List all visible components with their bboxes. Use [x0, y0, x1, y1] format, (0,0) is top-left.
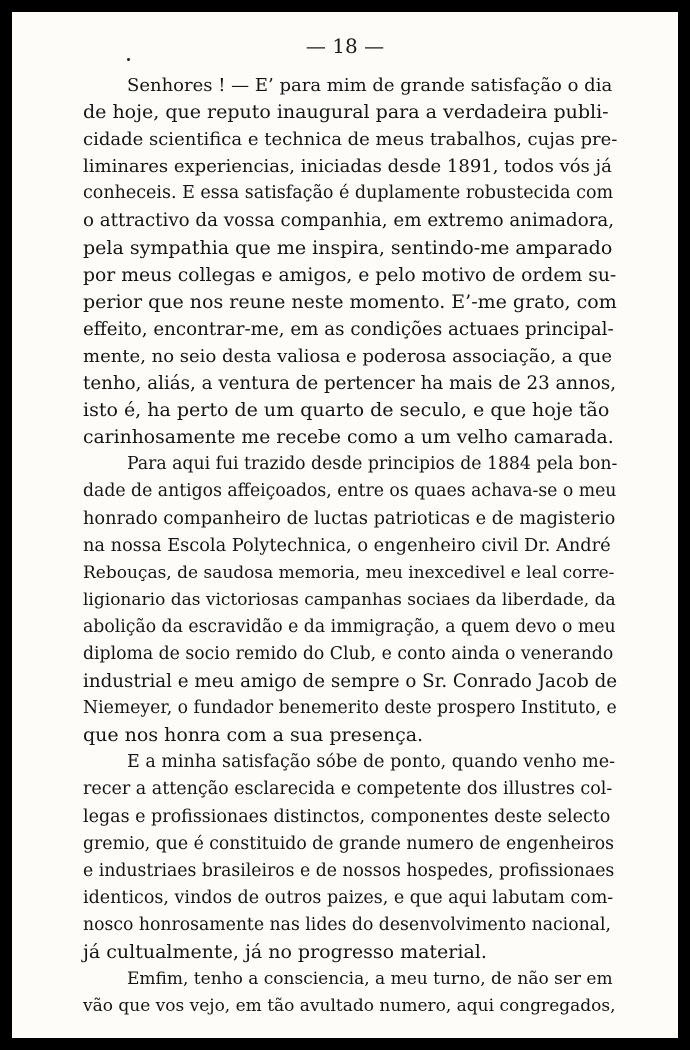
paragraph-line: diploma de socio remido do Club, e conto ainda o venerando — [83, 643, 614, 664]
paragraph-line: por meus collegas e amigos, e pelo motivo de ordem su- — [83, 264, 617, 286]
paragraph-line: gremio, que é constituido de grande numero de engenheiros — [83, 833, 614, 854]
paragraph-line: Para aqui fui trazido desde principios de 1884 pela bon- — [127, 454, 618, 475]
paragraph-line: mente, no seio desta valiosa e poderosa associação, a que — [83, 345, 613, 367]
paragraph-line: recer a attenção esclarecida e competente dos illustres col- — [83, 779, 613, 800]
paragraph-line: legas e profissionaes distinctos, componentes deste selecto — [83, 806, 611, 827]
paragraph-line: Emfim, tenho a consciencia, a meu turno, de não ser em — [127, 969, 613, 990]
paragraph-line: industrial e meu amigo de sempre o Sr. Conrado Jacob de — [83, 671, 618, 693]
paragraph-line: o attractivo da vossa companhia, em extremo animadora, — [83, 210, 615, 232]
paragraph-line: effeito, encontrar-me, em as condições actuaes principal- — [83, 318, 614, 340]
paragraph-line: carinhosamente me recebe como a um velho camarada. — [83, 427, 614, 449]
paragraph-line: E a minha satisfação sóbe de ponto, quando venho me- — [127, 752, 616, 773]
paragraph-line: identicos, vindos de outros paizes, e que aqui labutam com- — [83, 887, 614, 908]
page-number: — 18 — — [305, 34, 385, 58]
body-text — [83, 72, 617, 1020]
paragraph-line: na nossa Escola Polytechnica, o engenheiro civil Dr. André — [83, 535, 611, 556]
paragraph-line: tenho, aliás, a ventura de pertencer ha mais de 23 annos, — [83, 373, 617, 395]
paragraph-line: perior que nos reune neste momento. E’-me grato, com — [83, 290, 617, 313]
ink-speck — [127, 58, 130, 61]
paragraph-line: que nos honra com a sua presença. — [83, 724, 424, 747]
book-page — [12, 12, 678, 1038]
paragraph-line: e industriaes brasileiros e de nossos hospedes, profissionaes — [83, 860, 615, 881]
paragraph-line: nosco honrosamente nas lides do desenvolvimento nacional, — [83, 914, 611, 935]
paragraph-line: isto é, ha perto de um quarto de seculo, e que hoje tão — [83, 399, 610, 422]
paragraph-line: conheceis. E essa satisfação é duplamente robustecida com — [83, 183, 614, 204]
paragraph-line: pela sympathia que me inspira, sentindo-me amparado — [83, 236, 613, 259]
paragraph-line: Niemeyer, o fundador benemerito deste prospero Instituto, e — [83, 698, 617, 719]
paragraph-line: ligionario das victoriosas campanhas sociaes da liberdade, da — [83, 589, 616, 610]
paragraph-line: Senhores ! — E’ para mim de grande satisfação o dia — [127, 75, 613, 96]
paragraph-line: cidade scientifica e technica de meus trabalhos, cujas pre- — [83, 129, 618, 151]
paragraph-line: vão que vos vejo, em tão avultado numero, aqui congregados, — [83, 996, 616, 1017]
paragraph-line: já cultualmente, já no progresso material. — [83, 941, 487, 963]
paragraph-line: Rebouças, de saudosa memoria, meu inexcedivel e leal corre- — [83, 562, 615, 583]
paragraph-line: de hoje, que reputo inaugural para a verdadeira publi- — [83, 101, 609, 124]
paragraph-line: liminares experiencias, iniciadas desde 1891, todos vós já — [83, 156, 612, 178]
paragraph-line: honrado companheiro de luctas patrioticas e de magisterio — [83, 508, 616, 529]
paragraph-line: dade de antigos affeiçoados, entre os quaes achava-se o meu — [83, 481, 617, 502]
paragraph-line: abolição da escravidão e da immigração, a quem devo o meu — [83, 616, 616, 637]
